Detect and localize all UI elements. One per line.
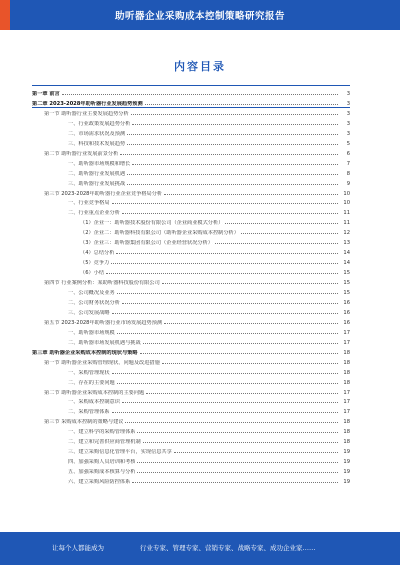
toc-entry-text: 第四节 行业案例分析：某助听器科技股份有限公司 — [44, 280, 160, 287]
toc-dot-leader — [145, 104, 338, 105]
toc-entry-text: 二、存在的主要问题 — [68, 379, 115, 386]
toc-page-number: 3 — [346, 100, 350, 107]
toc-dot-leader — [162, 283, 338, 284]
toc-page-number: 13 — [343, 240, 350, 247]
toc-page-number: 12 — [343, 230, 350, 237]
toc-entry-text: 一、行业政策发展趋势分析 — [68, 120, 131, 127]
toc-dot-leader — [241, 233, 338, 234]
toc-dot-leader — [112, 203, 338, 204]
toc-dot-leader — [116, 253, 338, 254]
toc-dot-leader — [143, 343, 338, 344]
toc-page-number: 3 — [346, 110, 350, 117]
toc-entry-text: 第三节 2023-2028年助听器行业企业竞争格局分析 — [44, 190, 163, 197]
toc-entry[interactable] — [32, 188, 350, 197]
toc-entry[interactable] — [32, 237, 350, 246]
toc-entry[interactable] — [32, 466, 350, 475]
toc-dot-leader — [131, 114, 338, 115]
toc-page-number: 18 — [343, 349, 350, 356]
toc-entry[interactable] — [32, 108, 350, 117]
toc-page-number: 19 — [343, 449, 350, 456]
toc-entry-text: （3）企业三：助听器集团有限公司（企业经营状况分析） — [80, 240, 213, 247]
toc-page-number: 18 — [343, 429, 350, 436]
toc-entry-text: 第一节 助听器企业采购管理现状、问题及改进措施 — [44, 359, 160, 366]
toc-entry-text: 二、建立和完善供应商管理机制 — [68, 439, 141, 446]
toc-dot-leader — [112, 373, 338, 374]
toc-page-number: 10 — [343, 190, 350, 197]
toc-entry-text: 第二章 2023-2028年助听器行业发展趋势预测 — [32, 100, 143, 107]
toc-entry[interactable] — [32, 98, 350, 107]
toc-entry-text: （4）总结分析 — [80, 250, 115, 257]
toc-entry-text: 四、加强采购人员培训和考核 — [68, 459, 136, 466]
toc-entry-text: 一、建立科学的采购管理体系 — [68, 429, 136, 436]
toc-page-number: 6 — [346, 150, 350, 157]
toc-page-number: 16 — [343, 299, 350, 306]
toc-entry-text: 一、采购成本控制意识 — [68, 399, 120, 406]
toc-dot-leader — [127, 134, 338, 135]
toc-dot-leader — [132, 124, 338, 125]
toc-top-rule — [32, 85, 350, 86]
toc-dot-leader — [112, 412, 338, 413]
toc-dot-leader — [120, 154, 338, 155]
toc-dot-leader — [143, 442, 338, 443]
toc-entry[interactable] — [32, 128, 350, 137]
toc-heading: 内容目录 — [174, 60, 226, 73]
toc-dot-leader — [132, 482, 338, 483]
toc-entry[interactable] — [32, 377, 350, 386]
toc-entry[interactable] — [32, 297, 350, 306]
toc-page-number: 17 — [343, 409, 350, 416]
toc-entry-text: 第三章 助听器企业采购成本控制的现状与策略 — [32, 349, 138, 356]
toc-dot-leader — [122, 402, 338, 403]
toc-entry[interactable] — [32, 118, 350, 127]
toc-entry[interactable] — [32, 337, 350, 346]
toc-entry[interactable] — [32, 476, 350, 485]
toc-entry[interactable] — [32, 217, 350, 226]
toc-page-number: 14 — [343, 260, 350, 267]
toc-dot-leader — [164, 323, 338, 324]
toc-dot-leader — [146, 393, 338, 394]
toc-entry[interactable] — [32, 416, 350, 425]
toc-entry[interactable] — [32, 267, 350, 276]
toc-entry[interactable] — [32, 456, 350, 465]
toc-page-number: 15 — [343, 280, 350, 287]
toc-entry-text: 一、公司概况及业务 — [68, 290, 115, 296]
toc-dot-leader — [127, 184, 338, 185]
toc-page-number: 11 — [343, 220, 350, 227]
toc-page-number: 17 — [343, 329, 350, 336]
toc-entry[interactable] — [32, 148, 350, 157]
toc-entry[interactable] — [32, 307, 350, 316]
toc-page-number: 5 — [346, 140, 350, 147]
toc-dot-leader — [106, 273, 338, 274]
toc-entry-text: （6）小结 — [80, 270, 105, 277]
toc-entry-text: （2）企业二：助听器科技有限公司（助听器企业采购成本控制分析） — [80, 230, 239, 237]
toc-entry[interactable] — [32, 158, 350, 167]
toc-entry[interactable] — [32, 317, 350, 326]
toc-entry-text: 六、建立采购风险防控体系 — [68, 479, 131, 486]
toc-entry[interactable] — [32, 357, 350, 366]
toc-page-number: 11 — [343, 210, 350, 217]
toc-page-number: 16 — [343, 319, 350, 326]
toc-entry-text: 第一节 助听器行业主要发展趋势分析 — [44, 110, 129, 117]
toc-page-number: 18 — [343, 369, 350, 376]
toc-dot-leader — [117, 293, 338, 294]
toc-entry[interactable] — [32, 207, 350, 216]
toc-dot-leader — [137, 432, 338, 433]
toc-entry[interactable] — [32, 347, 350, 356]
toc-dot-leader — [127, 144, 338, 145]
toc-dot-leader — [122, 303, 338, 304]
toc-entry[interactable] — [32, 168, 350, 177]
toc-entry[interactable] — [32, 327, 350, 336]
toc-page-number: 7 — [346, 160, 350, 167]
toc-entry-text: 五、加强采购成本核算与分析 — [68, 469, 136, 476]
toc-entry[interactable] — [32, 287, 350, 296]
toc-page-number: 14 — [343, 250, 350, 257]
toc-page-number: 9 — [346, 180, 350, 187]
toc-page-number: 18 — [343, 439, 350, 446]
toc-dot-leader — [117, 383, 338, 384]
toc-page-number: 18 — [343, 379, 350, 386]
toc-dot-leader — [140, 353, 338, 354]
toc-dot-leader — [225, 223, 338, 224]
toc-page-number: 17 — [343, 389, 350, 396]
toc-dot-leader — [125, 422, 338, 423]
toc-dot-leader — [117, 333, 338, 334]
toc-entry-text: 一、采购管理现状 — [68, 369, 110, 376]
toc-page-number: 15 — [343, 290, 350, 296]
toc-entry[interactable] — [32, 406, 350, 415]
footer-slogan-right: 行业专家、管理专家、营销专家、战略专家、成功企业家…… — [140, 544, 316, 552]
toc-dot-leader — [137, 472, 338, 473]
toc-page-number: 19 — [343, 469, 350, 476]
toc-dot-leader — [111, 263, 338, 264]
toc-entry-text: 二、市场需求状况及预测 — [68, 130, 126, 137]
toc-page-number: 3 — [346, 91, 350, 97]
toc-entry[interactable] — [32, 277, 350, 286]
toc-entry-text: 第五节 2023-2028年助听器行业市场发展趋势预测 — [44, 319, 163, 326]
toc-entry[interactable] — [32, 367, 350, 376]
toc-entry-text: （1）企业一：助听器技术股份有限公司（企业商业模式分析） — [80, 220, 224, 227]
toc-entry-text: 二、助听器行业发展机遇 — [68, 170, 126, 177]
toc-page-number: 3 — [346, 120, 350, 127]
toc-dot-leader — [132, 164, 338, 165]
toc-entry-text: 一、助听器市场规模 — [68, 329, 115, 336]
toc-entry-text: 第一章 前言 — [32, 91, 60, 97]
toc-entry[interactable] — [32, 178, 350, 187]
toc-entry[interactable] — [32, 446, 350, 455]
toc-dot-leader — [127, 174, 338, 175]
toc-entry-text: 二、助听器市场发展机遇与挑战 — [68, 339, 141, 346]
toc-entry[interactable] — [32, 88, 350, 97]
toc-entry-text: 二、采购管理体系 — [68, 409, 110, 416]
toc-entry-text: 第三节 采购成本控制的策略与建议 — [44, 419, 124, 426]
toc-entry-text: 三、建立采购信息化管理平台，实现信息共享 — [68, 449, 172, 456]
toc-page-number: 17 — [343, 399, 350, 406]
toc-entry-text: 一、行业竞争格局 — [68, 200, 110, 207]
toc-entry-text: 三、公司发展战略 — [68, 309, 110, 316]
toc-dot-leader — [62, 94, 338, 95]
toc-dot-leader — [122, 213, 338, 214]
toc-entry-text: 第二节 助听器企业采购成本控制的主要问题 — [44, 389, 145, 396]
toc-entry[interactable] — [32, 257, 350, 266]
toc-entry[interactable] — [32, 227, 350, 236]
toc-entry[interactable] — [32, 387, 350, 396]
report-title: 助听器企业采购成本控制策略研究报告 — [114, 11, 285, 22]
toc-page-number: 8 — [346, 170, 350, 177]
toc-entry[interactable] — [32, 138, 350, 147]
toc-page-number: 3 — [346, 130, 350, 137]
toc-page-number: 17 — [343, 339, 350, 346]
toc-page-number: 19 — [343, 459, 350, 466]
toc-entry[interactable] — [32, 436, 350, 445]
toc-page-number: 18 — [343, 359, 350, 366]
toc-dot-leader — [137, 462, 338, 463]
toc-page-number: 16 — [343, 309, 350, 316]
footer-slogan-left: 让每个人都能成为 — [52, 544, 104, 552]
toc-entry[interactable] — [32, 197, 350, 206]
toc-dot-leader — [164, 194, 338, 195]
toc-page-number: 15 — [343, 270, 350, 277]
toc-page-number: 10 — [343, 200, 350, 207]
toc-dot-leader — [174, 452, 338, 453]
toc-entry[interactable] — [32, 396, 350, 405]
toc-entry-text: 第二节 助听器行业发展前景分析 — [44, 150, 119, 157]
toc-page-number: 18 — [343, 419, 350, 426]
toc-entry-text: 三、助听器行业发展挑战 — [68, 180, 126, 187]
toc-dot-leader — [162, 363, 338, 364]
toc-entry[interactable] — [32, 247, 350, 256]
toc-entry-text: 三、科技和技术发展趋势 — [68, 140, 126, 147]
toc-page-number: 19 — [343, 479, 350, 486]
toc-dot-leader — [215, 243, 338, 244]
toc-entry-text: 二、公司财务状况分析 — [68, 299, 120, 306]
toc-entry-text: （5）竞争力 — [80, 260, 110, 267]
header-bar — [0, 0, 400, 30]
footer-bar — [0, 532, 400, 565]
toc-dot-leader — [112, 313, 338, 314]
toc-entry[interactable] — [32, 426, 350, 435]
toc-entry-text: 二、行业重点企业分析 — [68, 210, 120, 217]
toc-entry-text: 一、助听器市场规模和增长 — [68, 160, 131, 167]
